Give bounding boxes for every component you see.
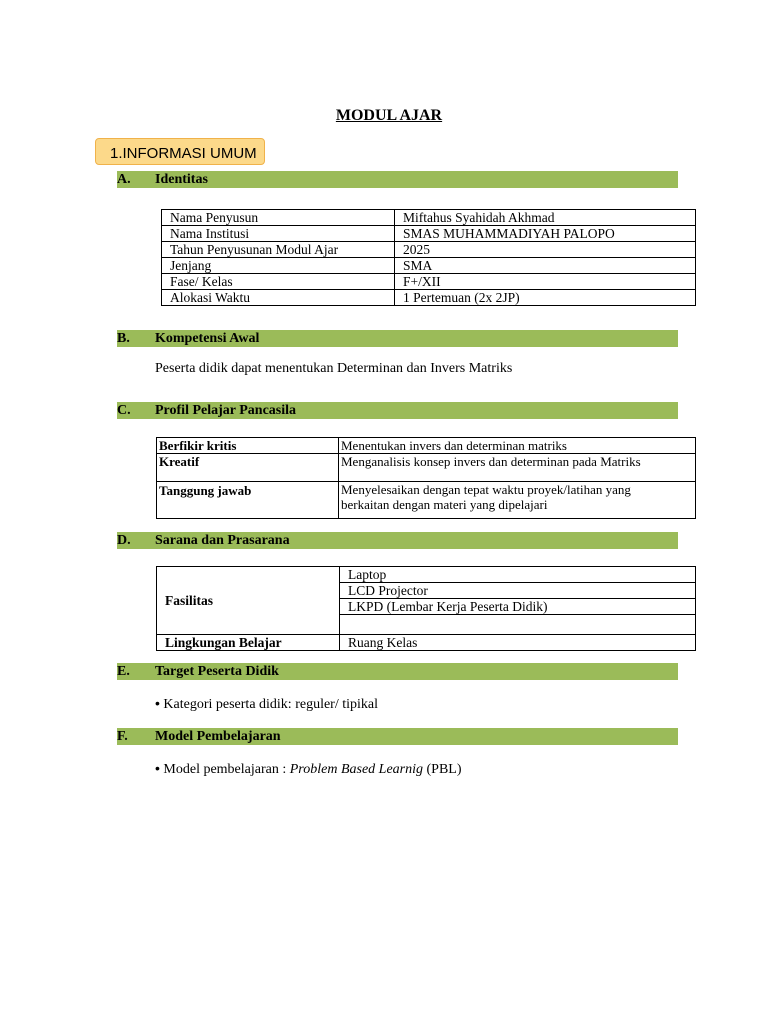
table-cell-value: 1 Pertemuan (2x 2JP) [395,290,696,306]
document-title: MODUL AJAR [335,107,443,124]
section-bar-c [117,402,678,419]
section-label: Profil Pelajar Pancasila [155,403,297,418]
section-heading-badge: 1.INFORMASI UMUM [95,138,265,165]
table-row [162,258,696,274]
target-text: Kategori peserta didik: reguler/ tipikal [163,697,378,712]
table-cell-key: Nama Penyusun [162,210,395,226]
table-row [157,635,696,651]
section-letter: C. [117,403,131,418]
fasilitas-item: LKPD (Lembar Kerja Peserta Didik) [340,599,696,615]
bullet-icon: • [155,695,160,711]
table-row [162,274,696,290]
section-label: Sarana dan Prasarana [155,533,290,548]
model-italic: Problem Based Learnig [289,762,423,777]
fasilitas-item: Laptop [340,567,696,583]
table-cell-key: Tanggung jawab [157,482,339,519]
model-suffix: (PBL) [423,762,462,777]
target-list-item [155,695,378,713]
fasilitas-item: LCD Projector [340,583,696,599]
table-cell-key: Fase/ Kelas [162,274,395,290]
table-cell-key: Nama Institusi [162,226,395,242]
table-cell-key: Alokasi Waktu [162,290,395,306]
table-cell-value: Menentukan invers dan determinan matriks [339,438,696,454]
table-cell-value: 2025 [395,242,696,258]
section-letter: A. [117,172,131,187]
table-row [157,567,696,583]
table-row [162,242,696,258]
bullet-icon: • [155,760,160,776]
table-row [162,290,696,306]
profil-table [156,437,696,519]
table-cell-key: Berfikir kritis [157,438,339,454]
table-cell-key: Tahun Penyusunan Modul Ajar [162,242,395,258]
section-label: Identitas [155,172,208,187]
section-letter: D. [117,533,131,548]
table-cell-key: Kreatif [157,454,339,482]
identitas-table [161,209,696,306]
table-cell-line: berkaitan dengan materi yang dipelajari [341,497,548,512]
fasilitas-item [340,615,696,635]
section-letter: B. [117,331,130,346]
sarana-table [156,566,696,651]
table-cell-value: F+/XII [395,274,696,290]
model-list-item [155,760,462,778]
table-cell-value: Miftahus Syahidah Akhmad [395,210,696,226]
section-letter: E. [117,664,130,679]
table-row [157,438,696,454]
section-label: Kompetensi Awal [155,331,260,346]
table-cell-value: SMAS MUHAMMADIYAH PALOPO [395,226,696,242]
lingkungan-label: Lingkungan Belajar [157,635,340,651]
table-cell-value: SMA [395,258,696,274]
lingkungan-value: Ruang Kelas [340,635,696,651]
section-label: Model Pembelajaran [155,729,281,744]
section-letter: F. [117,729,128,744]
section-bar-a [117,171,678,188]
fasilitas-label: Fasilitas [157,567,340,635]
table-cell-line: Menyelesaikan dengan tepat waktu proyek/latihan yang [341,482,631,497]
table-cell-value [339,482,696,519]
table-row [157,454,696,482]
table-row [162,210,696,226]
kompetensi-awal-text: Peserta didik dapat menentukan Determinan dan Invers Matriks [155,361,513,376]
table-row [157,482,696,519]
section-bar-e [117,663,678,680]
table-row [162,226,696,242]
section-bar-b [117,330,678,347]
table-cell-value: Menganalisis konsep invers dan determinan pada Matriks [339,454,696,482]
section-bar-f [117,728,678,745]
section-bar-d [117,532,678,549]
table-cell-key: Jenjang [162,258,395,274]
model-prefix: Model pembelajaran : [163,762,290,777]
section-label: Target Peserta Didik [155,664,279,679]
